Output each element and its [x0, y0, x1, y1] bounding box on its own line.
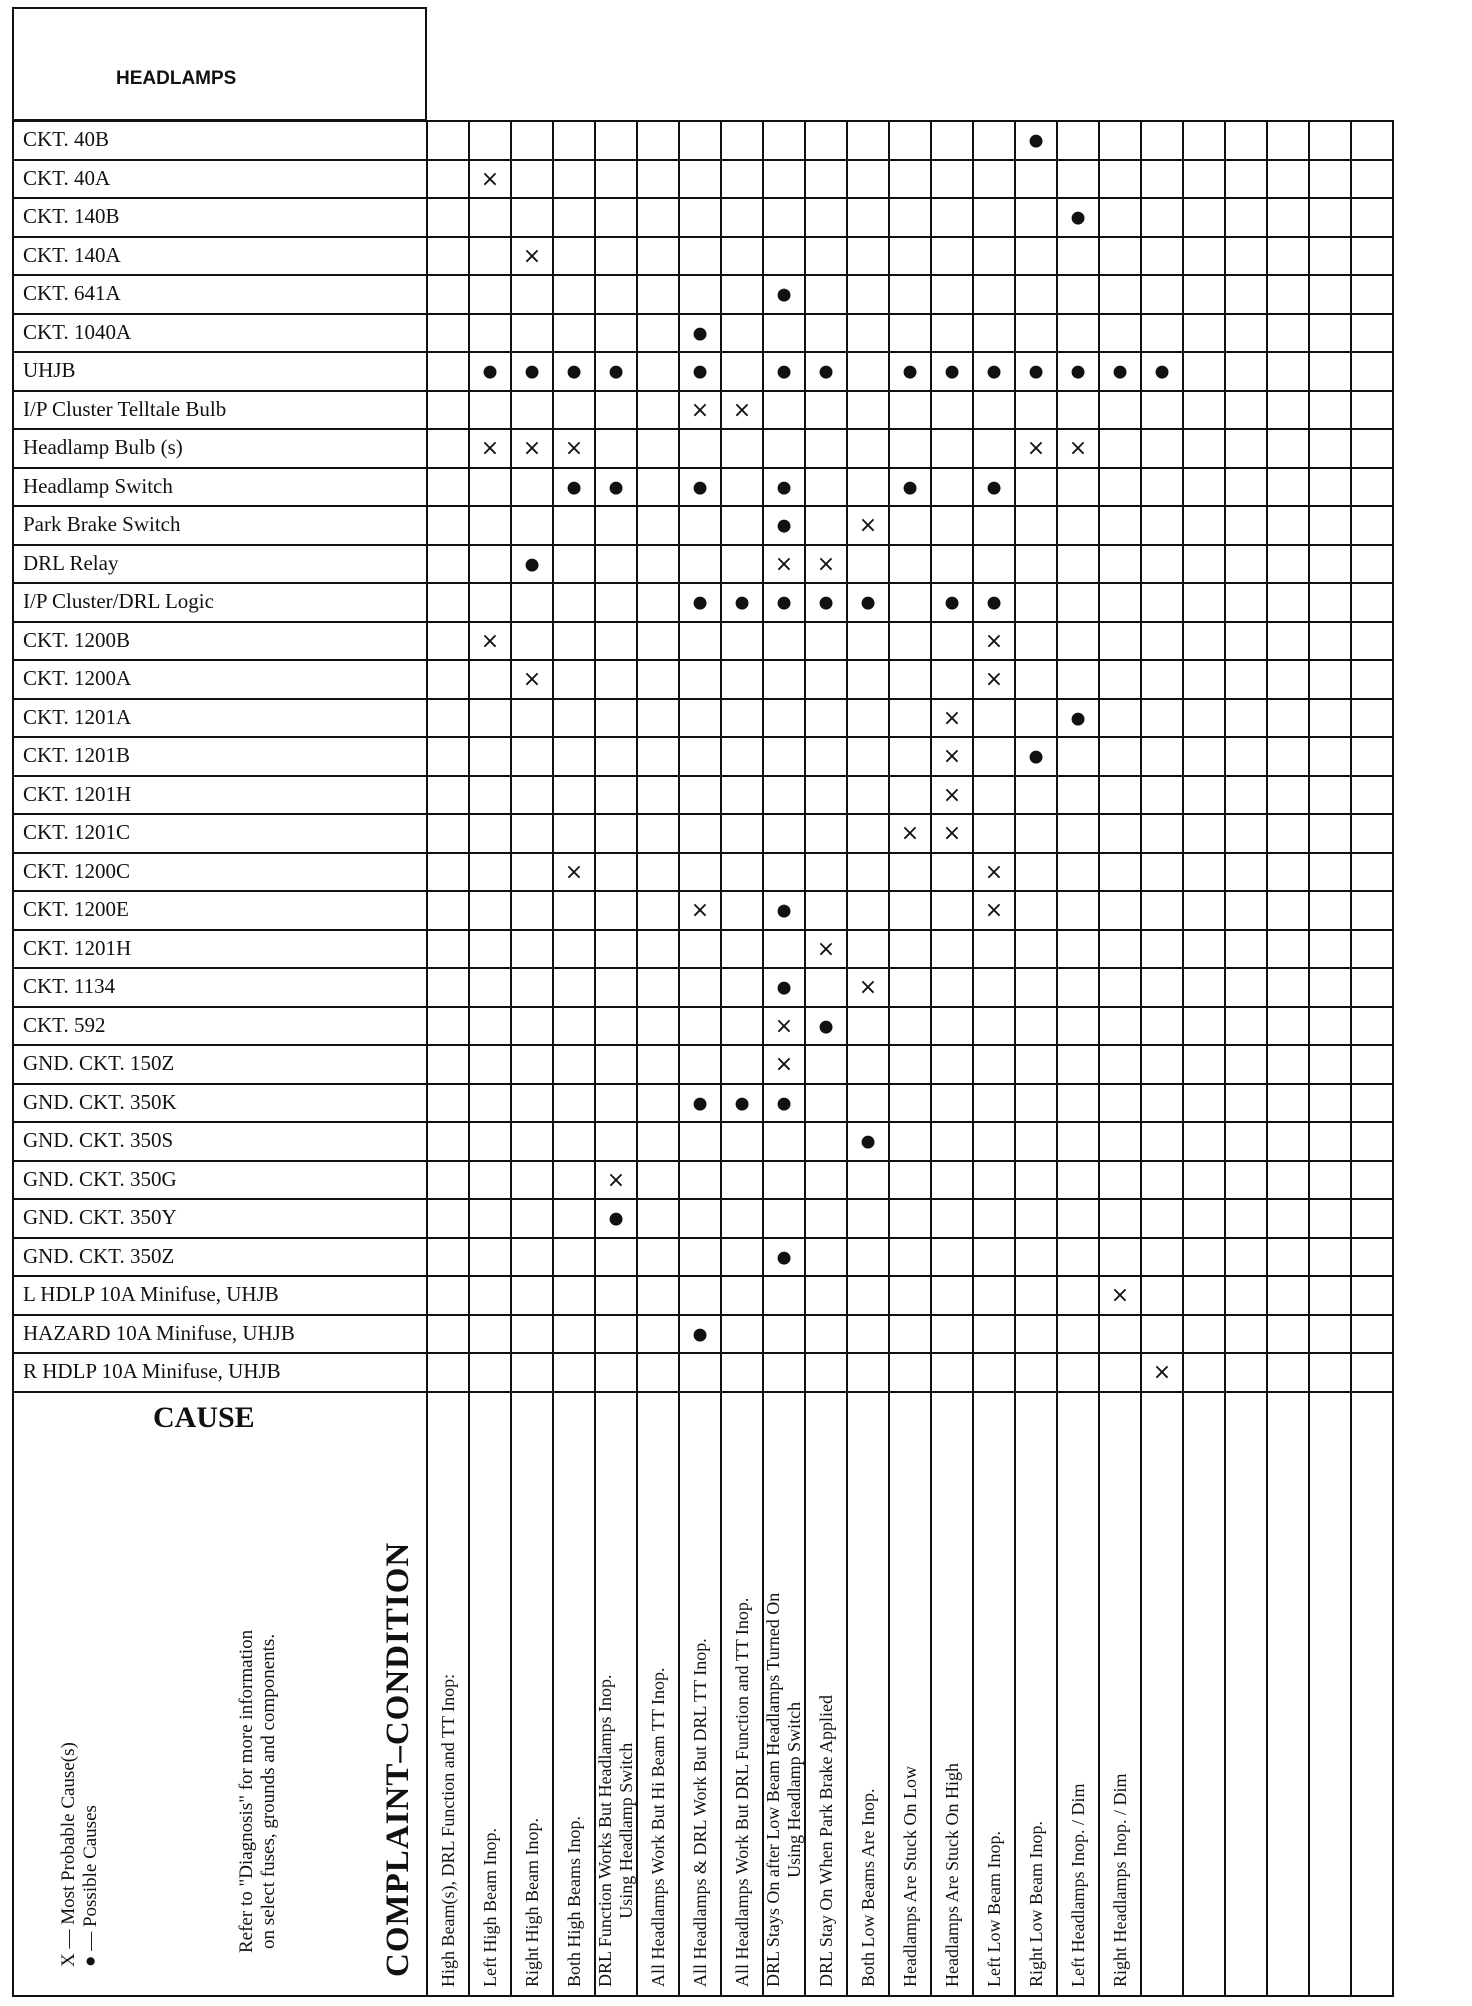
most-probable-mark: ×	[480, 628, 500, 654]
grid-line	[12, 1083, 1392, 1085]
condition-header-line: DRL Stay On When Park Brake Applied	[815, 1695, 836, 1987]
grid-line	[678, 120, 680, 1997]
condition-header-line: Right Headlamps Inop. / Dim	[1109, 1773, 1130, 1987]
condition-header-line: DRL Stays On after Low Beam Headlamps Turned On	[763, 1592, 784, 1987]
possible-cause-mark: ●	[818, 592, 834, 613]
most-probable-mark: ×	[1110, 1283, 1130, 1309]
condition-header	[480, 1828, 501, 1987]
legend-most-probable: X — Most Probable Cause(s)	[58, 1742, 79, 1967]
grid-line	[12, 428, 1392, 430]
condition-header-line: Using Headlamp Switch	[615, 1742, 636, 1919]
condition-header	[816, 1695, 837, 1987]
grid-line	[12, 929, 1392, 931]
grid-line	[12, 1391, 1392, 1393]
most-probable-mark: ×	[984, 628, 1004, 654]
condition-header-line: Left Headlamps Inop. / Dim	[1067, 1783, 1088, 1987]
grid-line	[888, 120, 890, 1997]
possible-cause-mark: ●	[986, 477, 1002, 498]
grid-line	[12, 390, 1392, 392]
condition-header-line: Headlamps Are Stuck On High	[941, 1763, 962, 1987]
possible-cause-mark: ●	[944, 361, 960, 382]
grid-line	[552, 120, 554, 1997]
possible-cause-mark: ●	[482, 361, 498, 382]
possible-cause-mark: ●	[776, 977, 792, 998]
most-probable-mark: ×	[606, 1167, 626, 1193]
cause-label: CKT. 40A	[23, 165, 111, 190]
condition-header-line: High Beam(s), DRL Function and TT Inop:	[437, 1673, 458, 1987]
grid-line	[12, 313, 1392, 315]
cause-label: GND. CKT. 350Z	[23, 1243, 175, 1268]
cause-label: CKT. 1200E	[23, 897, 129, 921]
condition-header	[858, 1789, 879, 1987]
cause-label: CKT. 641A	[23, 281, 121, 305]
condition-header	[648, 1667, 669, 1987]
most-probable-mark: ×	[564, 436, 584, 462]
cause-label: GND. CKT. 350G	[23, 1166, 177, 1191]
possible-cause-mark: ●	[524, 361, 540, 382]
condition-header	[900, 1766, 921, 1987]
cause-label: I/P Cluster Telltale Bulb	[23, 396, 227, 421]
possible-cause-mark: ●	[692, 1324, 708, 1345]
condition-header	[942, 1763, 963, 1987]
condition-header	[564, 1816, 585, 1987]
possible-cause-mark: ●	[1070, 361, 1086, 382]
condition-header	[595, 1674, 636, 1987]
most-probable-mark: ×	[564, 859, 584, 885]
most-probable-mark: ×	[1026, 436, 1046, 462]
possible-cause-mark: ●	[818, 1016, 834, 1037]
grid-line	[468, 120, 470, 1997]
possible-cause-mark: ●	[1028, 746, 1044, 767]
possible-cause-mark: ●	[902, 477, 918, 498]
chart-title: HEADLAMPS	[116, 68, 237, 89]
most-probable-mark: ×	[522, 667, 542, 693]
grid-line	[12, 1044, 1392, 1046]
grid-line	[1224, 120, 1226, 1997]
cause-label: CKT. 140A	[23, 242, 121, 267]
cause-label: CKT. 1200B	[23, 627, 130, 652]
cause-label: Headlamp Switch	[23, 473, 173, 498]
possible-cause-mark: ●	[524, 554, 540, 575]
cause-label: UHJB	[23, 358, 76, 382]
grid-line	[12, 236, 1392, 238]
possible-cause-mark: ●	[776, 900, 792, 921]
grid-line	[12, 120, 1392, 122]
grid-line	[930, 120, 932, 1997]
condition-header-line: All Headlamps Work But Hi Beam TT Inop.	[647, 1667, 668, 1987]
cause-label: R HDLP 10A Minifuse, UHJB	[23, 1359, 281, 1383]
possible-cause-mark: ●	[692, 592, 708, 613]
most-probable-mark: ×	[816, 936, 836, 962]
most-probable-mark: ×	[900, 821, 920, 847]
possible-cause-mark: ●	[692, 477, 708, 498]
possible-cause-mark: ●	[1154, 361, 1170, 382]
legend	[58, 1742, 102, 1967]
grid-line	[1014, 120, 1016, 1997]
possible-cause-mark: ●	[986, 592, 1002, 613]
cause-label: DRL Relay	[23, 550, 119, 575]
possible-cause-mark: ●	[776, 284, 792, 305]
possible-cause-mark: ●	[776, 361, 792, 382]
grid-line	[510, 120, 512, 1997]
legend-possible: ● — Possible Causes	[79, 1805, 101, 1967]
cause-label: GND. CKT. 350S	[23, 1128, 174, 1152]
most-probable-mark: ×	[1068, 436, 1088, 462]
grid-line	[12, 775, 1392, 777]
possible-cause-mark: ●	[566, 477, 582, 498]
possible-cause-mark: ●	[860, 592, 876, 613]
most-probable-mark: ×	[774, 551, 794, 577]
cause-label: Park Brake Switch	[23, 512, 181, 536]
grid-line	[12, 1160, 1392, 1162]
possible-cause-mark: ●	[776, 1247, 792, 1268]
possible-cause-mark: ●	[776, 1093, 792, 1114]
most-probable-mark: ×	[774, 1052, 794, 1078]
most-probable-mark: ×	[1152, 1360, 1172, 1386]
grid-line	[12, 621, 1392, 623]
grid-line	[12, 351, 1392, 353]
cause-label: L HDLP 10A Minifuse, UHJB	[23, 1282, 279, 1306]
cause-label: CKT. 140B	[23, 204, 120, 228]
cause-label: CKT. 1200C	[23, 858, 130, 883]
grid-line	[12, 813, 1392, 815]
grid-line	[12, 1352, 1392, 1354]
cause-label: GND. CKT. 350K	[23, 1089, 177, 1114]
possible-cause-mark: ●	[776, 592, 792, 613]
grid-line	[12, 159, 1392, 161]
possible-cause-mark: ●	[1028, 361, 1044, 382]
condition-header	[1068, 1784, 1089, 1987]
most-probable-mark: ×	[942, 705, 962, 731]
most-probable-mark: ×	[942, 744, 962, 770]
cause-label: CKT. 1201H	[23, 781, 132, 806]
condition-header-line: Headlamps Are Stuck On Low	[899, 1766, 920, 1987]
most-probable-mark: ×	[690, 898, 710, 924]
grid-line	[12, 852, 1392, 854]
reference-note-line: Refer to "Diagnosis" for more information	[236, 1629, 257, 1953]
grid-line	[1182, 120, 1184, 1997]
possible-cause-mark: ●	[608, 477, 624, 498]
most-probable-mark: ×	[522, 436, 542, 462]
grid-line	[1392, 120, 1394, 1997]
most-probable-mark: ×	[480, 166, 500, 192]
grid-line	[12, 582, 1392, 584]
condition-header-line: Right High Beam Inop.	[521, 1818, 542, 1987]
condition-header	[1110, 1774, 1131, 1987]
most-probable-mark: ×	[942, 782, 962, 808]
condition-header-line: Both Low Beams Are Inop.	[857, 1788, 878, 1987]
grid-line	[12, 544, 1392, 546]
grid-line	[1350, 120, 1352, 1997]
possible-cause-mark: ●	[860, 1131, 876, 1152]
grid-line	[12, 1237, 1392, 1239]
grid-line	[426, 120, 428, 1997]
grid-line	[12, 1006, 1392, 1008]
most-probable-mark: ×	[522, 243, 542, 269]
possible-cause-mark: ●	[1070, 708, 1086, 729]
title-box	[12, 7, 427, 121]
possible-cause-mark: ●	[734, 592, 750, 613]
grid-line	[12, 1198, 1392, 1200]
most-probable-mark: ×	[984, 859, 1004, 885]
grid-line	[1308, 120, 1310, 1997]
grid-line	[12, 1995, 1392, 1997]
reference-note	[236, 1630, 280, 1953]
most-probable-mark: ×	[480, 436, 500, 462]
cause-label: Headlamp Bulb (s)	[23, 435, 183, 459]
condition-header-line: Left High Beam Inop.	[479, 1828, 500, 1987]
cause-label: CKT. 1201H	[23, 935, 132, 960]
condition-header-line: Both High Beams Inop.	[563, 1816, 584, 1987]
possible-cause-mark: ●	[1028, 130, 1044, 151]
grid-line	[846, 120, 848, 1997]
condition-header-line: All Headlamps & DRL Work But DRL TT Inop.	[689, 1638, 710, 1987]
cause-label: GND. CKT. 350Y	[23, 1205, 177, 1229]
cause-label: CKT. 592	[23, 1012, 106, 1037]
cause-label: CKT. 1201C	[23, 820, 130, 844]
grid-line	[972, 120, 974, 1997]
reference-note-line: on select fuses, grounds and components.	[257, 1633, 279, 1949]
most-probable-mark: ×	[774, 1013, 794, 1039]
cause-label: CKT. 1201A	[23, 704, 132, 729]
possible-cause-mark: ●	[902, 361, 918, 382]
most-probable-mark: ×	[816, 551, 836, 577]
condition-header-line: Left Low Beam Inop.	[983, 1831, 1004, 1987]
condition-header-line: Right Low Beam Inop.	[1025, 1821, 1046, 1987]
grid-line	[1140, 120, 1142, 1997]
grid-line	[12, 120, 14, 1995]
possible-cause-mark: ●	[986, 361, 1002, 382]
possible-cause-mark: ●	[692, 1093, 708, 1114]
possible-cause-mark: ●	[566, 361, 582, 382]
cause-label: CKT. 1200A	[23, 666, 132, 690]
grid-line	[1056, 120, 1058, 1997]
complaint-condition-heading: COMPLAINT–CONDITION	[380, 1541, 416, 1977]
condition-header	[763, 1593, 804, 1987]
grid-line	[12, 967, 1392, 969]
condition-header	[690, 1638, 711, 1987]
possible-cause-mark: ●	[608, 1208, 624, 1229]
grid-line	[12, 505, 1392, 507]
condition-header-line: All Headlamps Work But DRL Function and TT Inop.	[731, 1597, 752, 1987]
cause-label: I/P Cluster/DRL Logic	[23, 589, 214, 613]
most-probable-mark: ×	[984, 667, 1004, 693]
possible-cause-mark: ●	[944, 592, 960, 613]
possible-cause-mark: ●	[734, 1093, 750, 1114]
possible-cause-mark: ●	[692, 361, 708, 382]
condition-header	[984, 1831, 1005, 1987]
most-probable-mark: ×	[984, 898, 1004, 924]
possible-cause-mark: ●	[608, 361, 624, 382]
grid-line	[1098, 120, 1100, 1997]
possible-cause-mark: ●	[692, 323, 708, 344]
condition-header	[522, 1818, 543, 1987]
grid-line	[12, 698, 1392, 700]
grid-line	[12, 1314, 1392, 1316]
possible-cause-mark: ●	[776, 515, 792, 536]
grid-line	[12, 274, 1392, 276]
cause-label: CKT. 1134	[23, 974, 116, 998]
grid-line	[1266, 120, 1268, 1997]
possible-cause-mark: ●	[818, 361, 834, 382]
grid-line	[12, 1121, 1392, 1123]
cause-label: HAZARD 10A Minifuse, UHJB	[23, 1320, 295, 1345]
most-probable-mark: ×	[858, 513, 878, 539]
most-probable-mark: ×	[858, 975, 878, 1001]
condition-header	[732, 1598, 753, 1987]
possible-cause-mark: ●	[776, 477, 792, 498]
cause-label: GND. CKT. 150Z	[23, 1051, 175, 1075]
cause-label: CKT. 1040A	[23, 319, 132, 344]
condition-header-line: Using Headlamp Switch	[783, 1701, 804, 1878]
grid-line	[12, 890, 1392, 892]
most-probable-mark: ×	[732, 397, 752, 423]
most-probable-mark: ×	[690, 397, 710, 423]
grid-line	[12, 659, 1392, 661]
grid-line	[720, 120, 722, 1997]
grid-line	[12, 467, 1392, 469]
cause-heading: CAUSE	[153, 1400, 255, 1434]
grid-line	[12, 736, 1392, 738]
possible-cause-mark: ●	[1112, 361, 1128, 382]
condition-header	[1026, 1821, 1047, 1987]
condition-header-line: DRL Function Works But Headlamps Inop.	[595, 1674, 616, 1987]
grid-line	[12, 197, 1392, 199]
grid-line	[12, 1275, 1392, 1277]
cause-label: CKT. 1201B	[23, 743, 130, 767]
condition-header	[438, 1674, 459, 1987]
cause-label: CKT. 40B	[23, 127, 109, 151]
most-probable-mark: ×	[942, 821, 962, 847]
possible-cause-mark: ●	[1070, 207, 1086, 228]
